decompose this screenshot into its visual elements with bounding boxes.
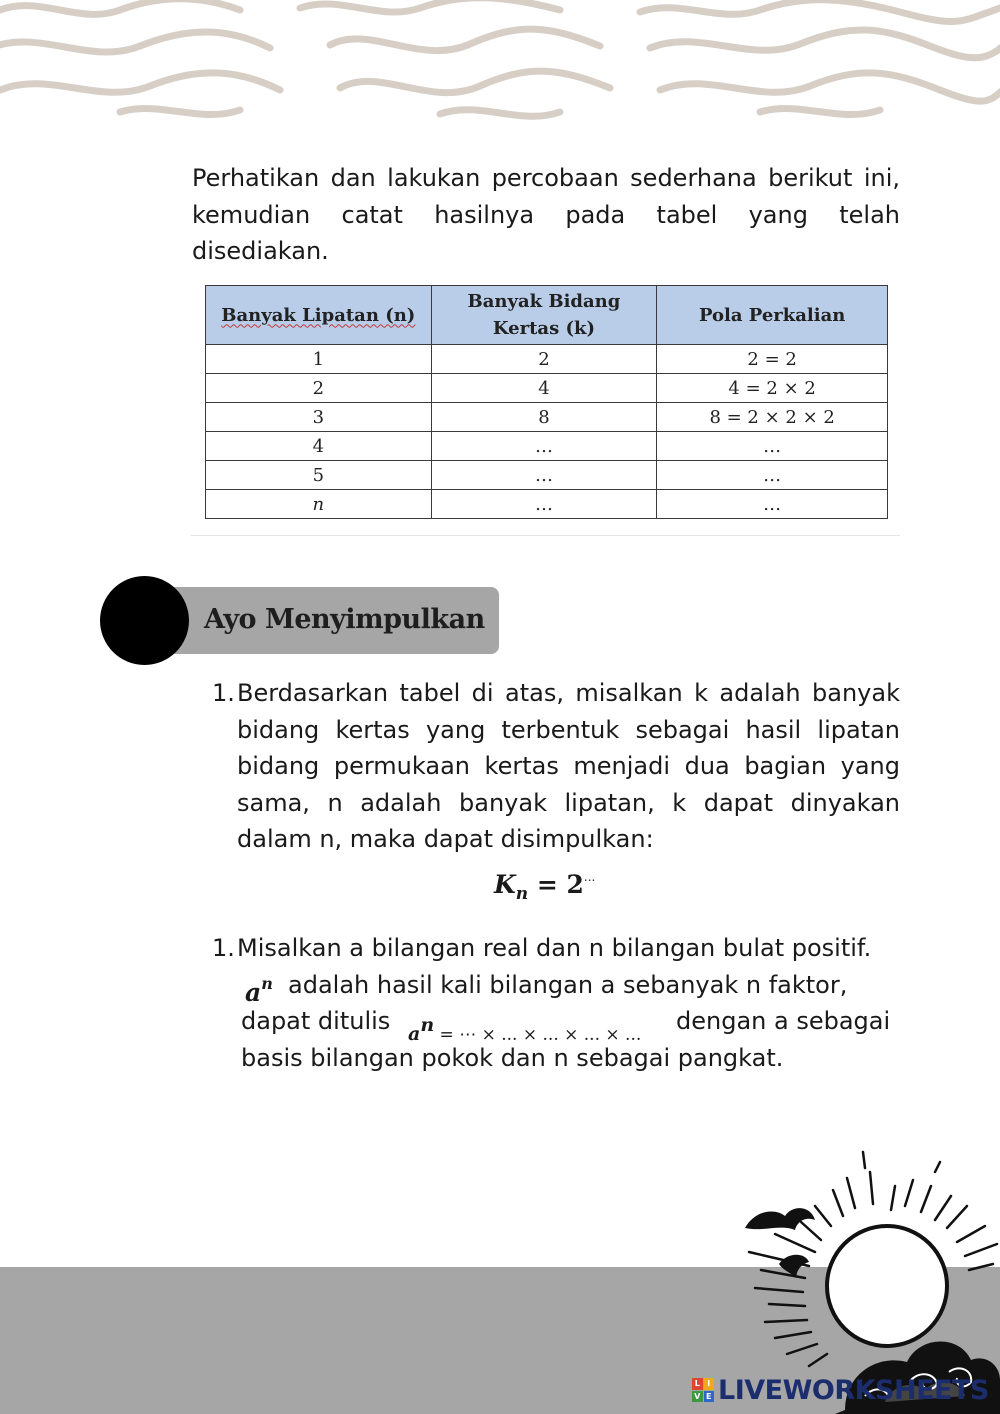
- power-a-n: $a^n$: [245, 974, 273, 1007]
- cell-sheets[interactable]: …: [431, 432, 657, 461]
- table-row: [206, 345, 888, 374]
- table-row: [206, 374, 888, 403]
- formula-kn: $K_n = 2^{...}$: [494, 870, 596, 904]
- experiment-table-frame: [191, 283, 900, 536]
- list-number: 1.: [212, 679, 235, 707]
- table-row: [206, 490, 888, 519]
- cell-sheets: 2: [431, 345, 657, 374]
- section-dot-icon: [100, 576, 189, 665]
- power-equation[interactable]: $a^n$ = ⋯ × ... × ... × ... × ...: [408, 1014, 642, 1045]
- cell-folds: 2: [206, 374, 432, 403]
- cell-folds: 1: [206, 345, 432, 374]
- list-line: dengan a sebagai: [676, 1007, 891, 1035]
- list-line: dapat ditulis: [241, 1007, 391, 1035]
- table-row: [206, 403, 888, 432]
- formula-exponent-blank[interactable]: ...: [583, 870, 596, 884]
- cell-folds: n: [206, 490, 432, 519]
- header-folds: Banyak Lipatan (n): [206, 286, 432, 345]
- intro-paragraph: Perhatikan dan lakukan percobaan sederhana berikut ini, kemudian catat hasilnya pada tabel yang telah disediakan.: [192, 164, 900, 265]
- cell-pattern[interactable]: …: [657, 432, 888, 461]
- cell-folds: 3: [206, 403, 432, 432]
- liveworksheets-icon: L I V E: [692, 1378, 714, 1402]
- cell-sheets[interactable]: …: [431, 490, 657, 519]
- header-sheets: Banyak Bidang Kertas (k): [431, 286, 657, 345]
- list-number: 1.: [212, 934, 235, 962]
- cell-pattern: 4 = 2 × 2: [657, 374, 888, 403]
- cell-sheets[interactable]: …: [431, 461, 657, 490]
- cell-pattern: 8 = 2 × 2 × 2: [657, 403, 888, 432]
- section-title: Ayo Menyimpulkan: [204, 604, 485, 635]
- cell-sheets: 4: [431, 374, 657, 403]
- header-pattern: Pola Perkalian: [657, 286, 888, 345]
- list-line: basis bilangan pokok dan n sebagai pangkat.: [241, 1044, 784, 1072]
- cell-pattern[interactable]: …: [657, 490, 888, 519]
- wave-decoration: [0, 0, 1000, 130]
- list-item: [212, 930, 912, 1080]
- cell-pattern: 2 = 2: [657, 345, 888, 374]
- list-item: [212, 675, 900, 865]
- table-row: [206, 461, 888, 490]
- list-line: adalah hasil kali bilangan a sebanyak n faktor,: [288, 971, 848, 999]
- table-row: [206, 432, 888, 461]
- experiment-table: [205, 285, 888, 519]
- list-text: Berdasarkan tabel di atas, misalkan k adalah banyak bidang kertas yang terbentuk sebagai hasil lipatan bidang permukaan kertas menjadi dua bagian yang sama, n adalah banyak lipatan, k dapat dinyakan dalam n, maka dapat disimpulkan:: [237, 679, 900, 853]
- liveworksheets-logo[interactable]: [692, 1373, 989, 1407]
- brand-name: LIVEWORKSHEETS: [718, 1374, 989, 1406]
- list-line: Misalkan a bilangan real dan n bilangan bulat positif.: [237, 934, 872, 962]
- cell-folds: 5: [206, 461, 432, 490]
- cell-folds: 4: [206, 432, 432, 461]
- cell-sheets: 8: [431, 403, 657, 432]
- cell-pattern[interactable]: …: [657, 461, 888, 490]
